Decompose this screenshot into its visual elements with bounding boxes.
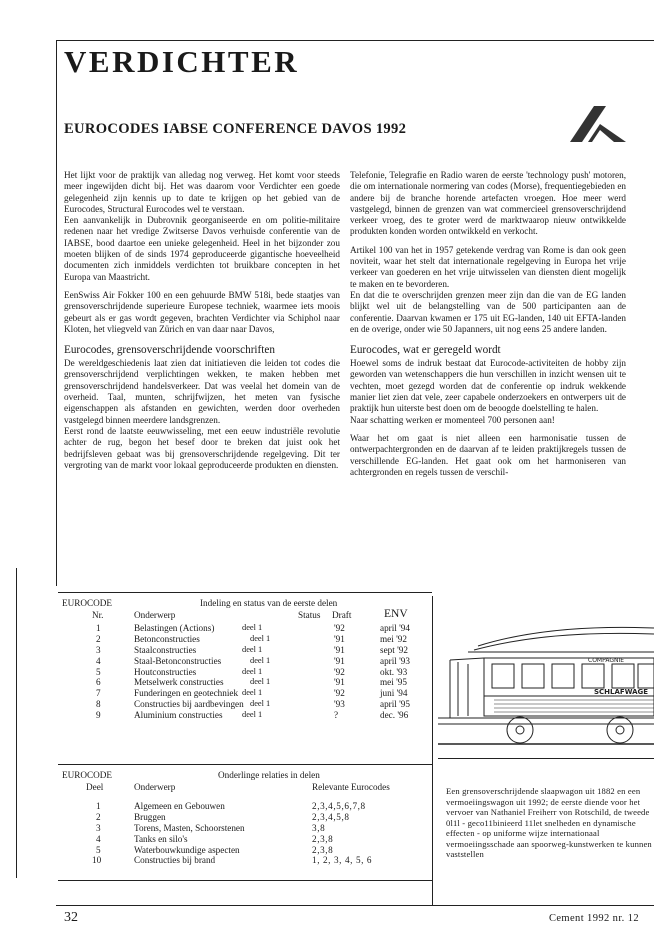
row-status: ? bbox=[334, 710, 339, 721]
row-part: deel 1 bbox=[242, 666, 263, 676]
row-subject: Tanks en silo's bbox=[134, 833, 188, 844]
row-part: deel 1 bbox=[250, 633, 271, 643]
journal-reference: Cement 1992 nr. 12 bbox=[548, 913, 639, 924]
row-part: deel 1 bbox=[250, 699, 271, 709]
row-number: 2 bbox=[96, 633, 101, 644]
table-header-subject: Onderwerp bbox=[134, 610, 176, 620]
row-env: dec. '96 bbox=[380, 710, 409, 721]
row-subject: Staal-Betonconstructies bbox=[134, 655, 222, 666]
table-row bbox=[62, 823, 426, 834]
row-subject: Houtconstructies bbox=[134, 666, 197, 677]
table-row bbox=[62, 645, 426, 656]
section-heading: Eurocodes, grensoverschrijdende voorschriften bbox=[64, 344, 275, 357]
row-number: 4 bbox=[96, 655, 101, 666]
table-header-status: Status bbox=[298, 610, 321, 620]
table-bottom-rule bbox=[58, 880, 432, 881]
row-number: 7 bbox=[96, 688, 101, 699]
footer-rule bbox=[56, 905, 654, 906]
row-number: 8 bbox=[96, 699, 101, 710]
row-codes: 3,8 bbox=[312, 822, 326, 833]
row-number: 5 bbox=[96, 844, 101, 855]
top-rule bbox=[56, 40, 654, 41]
row-subject: Constructies bij brand bbox=[134, 855, 216, 866]
table-header-part: Deel bbox=[86, 782, 104, 792]
row-status: '92 bbox=[334, 623, 345, 633]
row-number: 3 bbox=[96, 822, 101, 833]
row-env: april '95 bbox=[380, 699, 410, 710]
table-header-env: ENV bbox=[384, 608, 408, 620]
table-body bbox=[62, 801, 426, 866]
publication-logo bbox=[570, 106, 626, 142]
row-status: '92 bbox=[334, 666, 345, 677]
row-part: deel 1 bbox=[242, 623, 263, 632]
margin-line bbox=[16, 568, 17, 878]
row-subject: Metselwerk constructies bbox=[134, 677, 224, 688]
table-row bbox=[62, 623, 426, 634]
row-subject: Torens, Masten, Schoorstenen bbox=[134, 822, 245, 833]
row-status: '91 bbox=[334, 655, 345, 666]
row-subject: Funderingen en geotechniek bbox=[134, 688, 239, 699]
paragraph: Het lijkt voor de praktijk van alledag nog verweg. Het komt voor steeds meer ingewijden dicht bij. Het was daarom voor Verdichter een goede gelegenheid zijn kennis up to date te krijgen op het gebied van de Eurocodes, Structural Eurocodes wel te verstaan. bbox=[64, 170, 340, 214]
paragraph: Telefonie, Telegrafie en Radio waren de eerste 'technology push' motoren, die om internationale normering van codes (Morse), frequentiegebieden en andere bij de branche horende artefacten vroegen. Hoe meer werd vastgelegd, binnen de grenzen van wat commercieel grensoverschrijdend verkeer vroeg, des te groter werd de marktwaarop nieuw ontwikkelde produkten konden worden ontwikkeld en verkocht. bbox=[350, 170, 626, 237]
figure-caption: Een grensoverschrijdende slaapwagon uit 1882 en een vermoeiingswagon uit 1992; de eerste diende voor het vervoer van Nathaniel Freiherr von Rotschild, de tweede 0l1l - geco11binieerd 11let snelheden en dynamische effecten - op uniforme wijze internationaal vermoeiingsschade aan spoorweg-kunstwerken te kunnen vaststellen bbox=[446, 786, 652, 859]
table-row bbox=[62, 656, 426, 667]
railway-wagon-illustration bbox=[438, 606, 654, 752]
paragraph: De wereldgeschiedenis laat zien dat initiatieven die leiden tot codes die grensoverschrijdend verplichtingen wekken, te maken hebben met grensoverschrijdend handelsverkeer. Dat was veelal het domein van de overheid. Taal, munten, schrijfwijzen, het meten van fysische eigenschappen als afstanden en gewichten, werden door overheden vastgelegd binnen meerdere landsgrenzen. bbox=[64, 358, 340, 425]
table-row bbox=[62, 801, 426, 812]
row-env: juni '94 bbox=[380, 688, 408, 699]
column-divider bbox=[432, 596, 433, 906]
row-env: sept '92 bbox=[380, 644, 408, 655]
table-row bbox=[62, 710, 426, 721]
table-row bbox=[62, 667, 426, 678]
row-number: 2 bbox=[96, 811, 101, 822]
row-status: '91 bbox=[334, 644, 345, 655]
table-row bbox=[62, 845, 426, 856]
table-caption: Onderlinge relaties in delen bbox=[218, 770, 320, 780]
row-subject: Betonconstructies bbox=[134, 633, 200, 644]
row-codes: 2,3,4,5,8 bbox=[312, 811, 350, 822]
row-number: 1 bbox=[96, 623, 101, 633]
table-row bbox=[62, 688, 426, 699]
row-part: deel 1 bbox=[242, 688, 263, 698]
paragraph: En dat die te overschrijden grenzen meer zijn dan die van de EG landen blijkt wel uit de belangstelling van de 500 participanten aan de conferentie. Daarvan kwamen er 175 uit EG-landen, 140 uit EFTA-landen en de overige, onder wie 50 Japanners, uit nog eens 25 andere landen. bbox=[350, 289, 626, 334]
row-subject: Bruggen bbox=[134, 811, 166, 822]
row-number: 3 bbox=[96, 644, 101, 655]
row-status: '93 bbox=[334, 699, 345, 710]
paragraph: Waar het om gaat is niet alleen een harmonisatie tussen de ontwerpachtergronden en de daarvan af te leiden praktijkregels tussen de verschillende EG-landen. Het gaat ook om het harmoniseren van achtergronden en regels tussen de verschil- bbox=[350, 432, 626, 477]
table-row bbox=[62, 834, 426, 845]
row-codes: 2,3,8 bbox=[312, 844, 334, 855]
table-divider-rule bbox=[58, 764, 432, 765]
row-codes: 1, 2, 3, 4, 5, 6 bbox=[312, 855, 373, 866]
row-part: deel 1 bbox=[250, 677, 271, 687]
table-row bbox=[62, 677, 426, 688]
row-env: april '93 bbox=[380, 655, 410, 666]
row-subject: Algemeen en Gebouwen bbox=[134, 801, 225, 811]
table-header-eurocode: EUROCODE bbox=[62, 770, 113, 780]
row-subject: Waterbouwkundige aspecten bbox=[134, 844, 240, 855]
section-heading: Eurocodes, wat er geregeld wordt bbox=[350, 344, 501, 357]
page-number: 32 bbox=[64, 910, 78, 925]
paragraph: EenSwiss Air Fokker 100 en een gehuurde BMW 518i, bede staatjes van grensoverschrijdende superieure Europese techniek, waarmee iets moois gebeurt als er gas wordt gegeven, brachten Verdichter via Schiphol naar Kloten, het vliegveld van Zürich en van daar naar Davos, bbox=[64, 289, 340, 334]
row-subject: Belastingen (Actions) bbox=[134, 623, 215, 633]
row-number: 4 bbox=[96, 833, 101, 844]
row-number: 6 bbox=[96, 677, 101, 688]
table-top-rule bbox=[58, 592, 432, 593]
row-subject: Constructies bij aardbevingen bbox=[134, 699, 244, 710]
row-env: okt. '93 bbox=[380, 666, 408, 677]
table-caption: Indeling en status van de eerste delen bbox=[200, 598, 338, 608]
page-title: VERDICHTER bbox=[64, 44, 300, 79]
row-subject: Staalconstructies bbox=[134, 644, 197, 655]
row-number: 1 bbox=[96, 801, 101, 811]
row-number: 9 bbox=[96, 710, 101, 721]
row-status: '92 bbox=[334, 688, 345, 699]
caption-rule bbox=[438, 758, 654, 759]
left-column bbox=[64, 170, 340, 471]
table-row bbox=[62, 812, 426, 823]
row-part: deel 1 bbox=[242, 710, 263, 720]
row-status: '91 bbox=[334, 633, 345, 644]
wagon-name-label: SCHLAFWAGE bbox=[594, 688, 649, 696]
table-row bbox=[62, 634, 426, 645]
table-header-subject: Onderwerp bbox=[134, 782, 176, 792]
row-env: april '94 bbox=[380, 623, 410, 633]
row-number: 5 bbox=[96, 666, 101, 677]
row-env: mei '92 bbox=[380, 633, 407, 644]
row-part: deel 1 bbox=[242, 644, 263, 654]
paragraph: Artikel 100 van het in 1957 getekende verdrag van Rome is dan ook geen noviteit, waar het stelt dat internationale regelgeving in Europa het vrije verkeer van goederen en het vrije uitwisselen van diensten dient mogelijk te maken en te bevorderen. bbox=[350, 244, 626, 289]
table-header-relevant: Relevante Eurocodes bbox=[312, 782, 390, 792]
table-header-nr: Nr. bbox=[92, 610, 104, 620]
row-codes: 2,3,8 bbox=[312, 833, 334, 844]
row-codes: 2,3,4,5,6,7,8 bbox=[312, 801, 366, 811]
table-body bbox=[62, 623, 426, 721]
row-subject: Aluminium constructies bbox=[134, 710, 223, 721]
table-row bbox=[62, 699, 426, 710]
row-number: 10 bbox=[92, 855, 102, 866]
paragraph: Een aanvankelijk in Dubrovnik georganiseerde en om politie-militaire redenen naar het vredige Zwitserse Davos verhuisde conferentie van de IABSE, bood daartoe een unieke gelegenheid. Heel in het bijzonder zou moeten blijken of de sinds 1974 geproduceerde gigantische hoeveelheid documenten zich inmiddels verdichten tot bruikbare concepten in het Europa van Maastricht. bbox=[64, 215, 340, 282]
row-env: mei '95 bbox=[380, 677, 407, 688]
right-column bbox=[350, 170, 626, 478]
table-header-draft: Draft bbox=[332, 610, 352, 620]
article-subtitle: EUROCODES IABSE CONFERENCE DAVOS 1992 bbox=[64, 121, 407, 137]
table-row bbox=[62, 855, 426, 866]
paragraph: Eerst rond de laatste eeuwwisseling, met een eeuw industriële revolutie achter de rug, begon het besef door te breken dat juist ook het bedrijfsleven gebaat was bij grensoverschrijdende regelgeving. Dit ter vergroting van de markt voor lokaal geproduceerde produkten en diensten. bbox=[64, 425, 340, 470]
row-status: '91 bbox=[334, 677, 345, 688]
eurocode-relations-table bbox=[62, 770, 426, 866]
paragraph: Naar schatting werken er momenteel 700 personen aan! bbox=[350, 414, 555, 425]
left-frame-rule bbox=[56, 40, 57, 586]
row-part: deel 1 bbox=[250, 655, 271, 665]
table-header-eurocode: EUROCODE bbox=[62, 598, 113, 608]
paragraph: Hoewel soms de indruk bestaat dat Eurocode-activiteiten de hobby zijn geworden van wetenschappers die hun verschillen in inzicht wensen uit te vechten, moet gezegd worden dat de conferentie op indruk wekkende manier liet zien dat vele, zeer capabele onderzoekers en ontwerpers uit de praktijk hun uiterste best doen om de beoogde doelstelling te halen. bbox=[350, 358, 626, 414]
eurocode-status-table bbox=[62, 598, 426, 721]
wagon-company-label: COMPAGNIE bbox=[588, 657, 625, 664]
